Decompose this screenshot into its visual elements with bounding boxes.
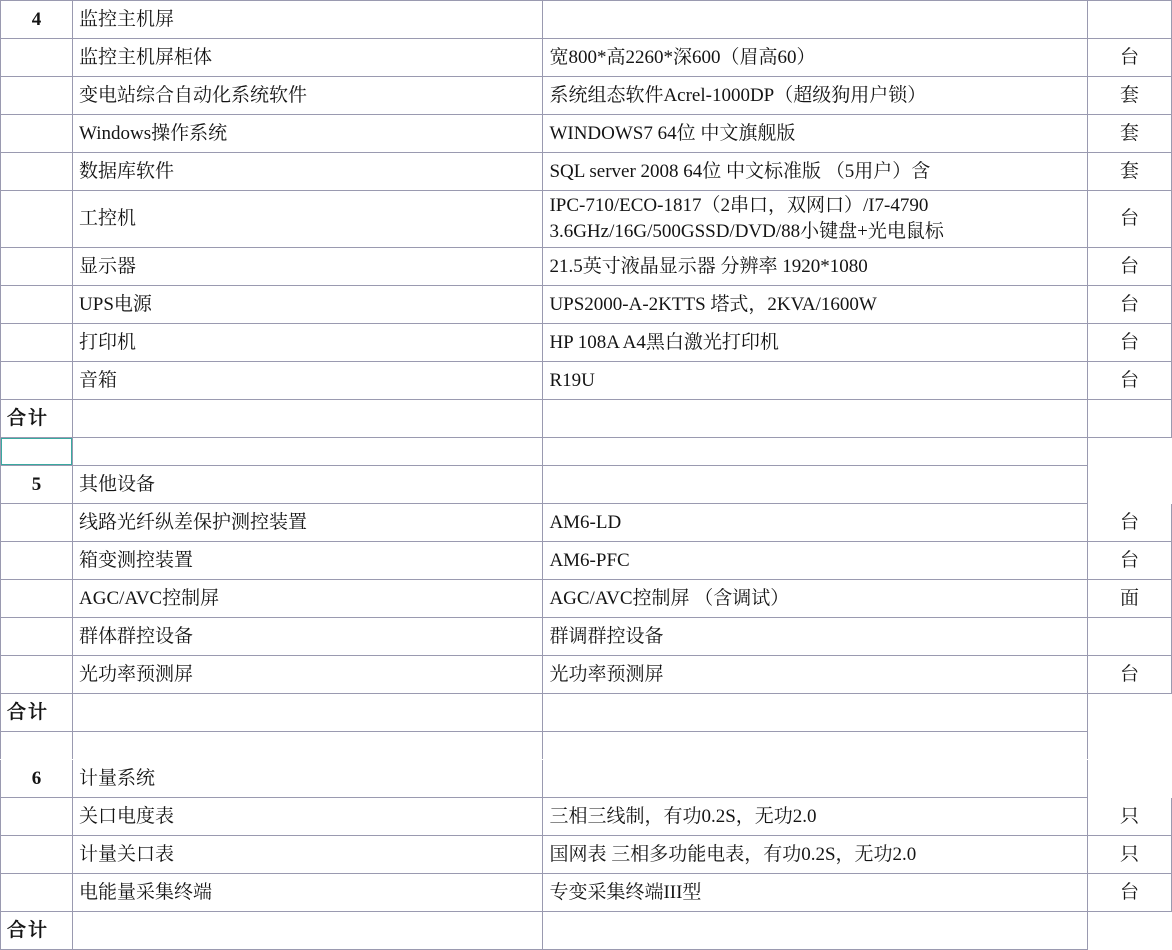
item-name: 打印机 xyxy=(73,324,543,362)
item-name: 音箱 xyxy=(73,362,543,400)
item-spec-line1: IPC-710/ECO-1817（2串口，双网口）/I7-4790 xyxy=(549,195,929,217)
table-row[interactable] xyxy=(1,618,1172,656)
table-row[interactable] xyxy=(1,248,1172,286)
item-name: UPS电源 xyxy=(73,286,543,324)
item-name: 光功率预测屏 xyxy=(73,656,543,694)
item-name: 数据库软件 xyxy=(73,153,543,191)
row-number xyxy=(1,286,73,324)
table-row[interactable] xyxy=(1,39,1172,77)
item-unit: 只 xyxy=(1087,836,1171,874)
item-unit: 套 xyxy=(1087,115,1171,153)
unit-cell xyxy=(1087,466,1171,504)
table-row[interactable] xyxy=(1,115,1172,153)
table-row[interactable] xyxy=(1,874,1172,912)
item-name: 变电站综合自动化系统软件 xyxy=(73,77,543,115)
item-name: Windows操作系统 xyxy=(73,115,543,153)
row-number: 6 xyxy=(1,760,73,798)
item-name: 监控主机屏柜体 xyxy=(73,39,543,77)
row-number xyxy=(1,248,73,286)
row-number: 4 xyxy=(1,1,73,39)
item-unit: 台 xyxy=(1087,286,1171,324)
section-title: 其他设备 xyxy=(73,466,543,504)
table-row[interactable] xyxy=(1,286,1172,324)
row-number xyxy=(1,153,73,191)
spec-cell xyxy=(543,760,1087,798)
item-spec-line2: 3.6GHz/16G/500GSSD/DVD/88小键盘+光电鼠标 xyxy=(549,221,944,242)
item-name: AGC/AVC控制屏 xyxy=(73,580,543,618)
item-unit: 台 xyxy=(1087,324,1171,362)
spacer-cell xyxy=(543,438,1087,466)
item-spec: SQL server 2008 64位 中文标准版 （5用户）含 xyxy=(543,153,1087,191)
table-row-total[interactable] xyxy=(1,694,1172,732)
table-row[interactable] xyxy=(1,191,1172,248)
row-number xyxy=(1,836,73,874)
spacer-cell xyxy=(1,732,73,760)
total-name-cell xyxy=(73,912,543,950)
row-number xyxy=(1,874,73,912)
item-name: 显示器 xyxy=(73,248,543,286)
row-number xyxy=(1,77,73,115)
item-spec: R19U xyxy=(543,362,1087,400)
table-row[interactable] xyxy=(1,798,1172,836)
item-spec: UPS2000-A-2KTTS 塔式，2KVA/1600W xyxy=(543,286,1087,324)
row-number xyxy=(1,504,73,542)
item-name: 工控机 xyxy=(73,191,543,248)
row-number xyxy=(1,324,73,362)
item-name: 线路光纤纵差保护测控装置 xyxy=(73,504,543,542)
item-unit: 台 xyxy=(1087,39,1171,77)
item-unit: 台 xyxy=(1087,504,1171,542)
item-unit: 台 xyxy=(1087,874,1171,912)
item-spec: 三相三线制，有功0.2S，无功2.0 xyxy=(543,798,1087,836)
row-number: 5 xyxy=(1,466,73,504)
item-spec: 系统组态软件Acrel-1000DP（超级狗用户锁） xyxy=(543,77,1087,115)
item-unit: 面 xyxy=(1087,580,1171,618)
table-row-spacer[interactable] xyxy=(1,732,1172,760)
total-unit-cell xyxy=(1087,912,1171,950)
item-unit: 只 xyxy=(1087,798,1171,836)
item-name: 关口电度表 xyxy=(73,798,543,836)
table-row[interactable] xyxy=(1,542,1172,580)
table-row[interactable] xyxy=(1,362,1172,400)
row-number xyxy=(1,618,73,656)
unit-cell xyxy=(1087,760,1171,798)
table-row[interactable] xyxy=(1,153,1172,191)
item-unit: 台 xyxy=(1087,191,1171,248)
spacer-cell xyxy=(543,732,1087,760)
spacer-cell xyxy=(1087,732,1171,760)
item-spec xyxy=(543,191,1087,248)
table-row[interactable] xyxy=(1,77,1172,115)
total-label: 合计 xyxy=(1,400,73,438)
spacer-cell xyxy=(73,732,543,760)
item-unit: 台 xyxy=(1087,542,1171,580)
spec-cell xyxy=(543,466,1087,504)
total-spec-cell xyxy=(543,694,1087,732)
table-row[interactable] xyxy=(1,580,1172,618)
row-number xyxy=(1,798,73,836)
table-row-total[interactable] xyxy=(1,400,1172,438)
spacer-cell xyxy=(1087,438,1171,466)
item-unit: 套 xyxy=(1087,153,1171,191)
row-number xyxy=(1,656,73,694)
item-spec: 专变采集终端III型 xyxy=(543,874,1087,912)
total-spec-cell xyxy=(543,912,1087,950)
total-name-cell xyxy=(73,694,543,732)
spec-cell xyxy=(543,1,1087,39)
item-name: 箱变测控装置 xyxy=(73,542,543,580)
item-unit: 台 xyxy=(1087,656,1171,694)
table-row[interactable] xyxy=(1,324,1172,362)
item-unit xyxy=(1087,618,1171,656)
table-row[interactable] xyxy=(1,656,1172,694)
table-row[interactable] xyxy=(1,504,1172,542)
unit-cell xyxy=(1087,1,1171,39)
total-unit-cell xyxy=(1087,400,1171,438)
item-name: 电能量采集终端 xyxy=(73,874,543,912)
table-row-section-header[interactable] xyxy=(1,466,1172,504)
table-row-section-header[interactable] xyxy=(1,760,1172,798)
item-spec: AM6-PFC xyxy=(543,542,1087,580)
row-number xyxy=(1,362,73,400)
row-number xyxy=(1,115,73,153)
total-label: 合计 xyxy=(1,912,73,950)
section-title: 监控主机屏 xyxy=(73,1,543,39)
item-spec: 宽800*高2260*深600（眉高60） xyxy=(543,39,1087,77)
item-unit: 套 xyxy=(1087,77,1171,115)
row-number xyxy=(1,191,73,248)
item-name: 计量关口表 xyxy=(73,836,543,874)
table-row-spacer[interactable] xyxy=(1,438,1172,466)
item-spec: AGC/AVC控制屏 （含调试） xyxy=(543,580,1087,618)
total-unit-cell xyxy=(1087,694,1171,732)
item-spec: 光功率预测屏 xyxy=(543,656,1087,694)
table-body xyxy=(1,1,1172,950)
item-spec: 群调群控设备 xyxy=(543,618,1087,656)
table-row-total[interactable] xyxy=(1,912,1172,950)
item-name: 群体群控设备 xyxy=(73,618,543,656)
item-spec: 21.5英寸液晶显示器 分辨率 1920*1080 xyxy=(543,248,1087,286)
total-name-cell xyxy=(73,400,543,438)
row-number xyxy=(1,580,73,618)
item-spec: AM6-LD xyxy=(543,504,1087,542)
total-label: 合计 xyxy=(1,694,73,732)
item-unit: 台 xyxy=(1087,248,1171,286)
item-spec: 国网表 三相多功能电表，有功0.2S，无功2.0 xyxy=(543,836,1087,874)
item-spec: HP 108A A4黑白激光打印机 xyxy=(543,324,1087,362)
item-spec: WINDOWS7 64位 中文旗舰版 xyxy=(543,115,1087,153)
total-spec-cell xyxy=(543,400,1087,438)
item-unit: 台 xyxy=(1087,362,1171,400)
row-number xyxy=(1,39,73,77)
spacer-cell xyxy=(1,438,73,466)
spacer-cell xyxy=(73,438,543,466)
table-row[interactable] xyxy=(1,836,1172,874)
section-title: 计量系统 xyxy=(73,760,543,798)
row-number xyxy=(1,542,73,580)
table-row-section-header[interactable] xyxy=(1,1,1172,39)
